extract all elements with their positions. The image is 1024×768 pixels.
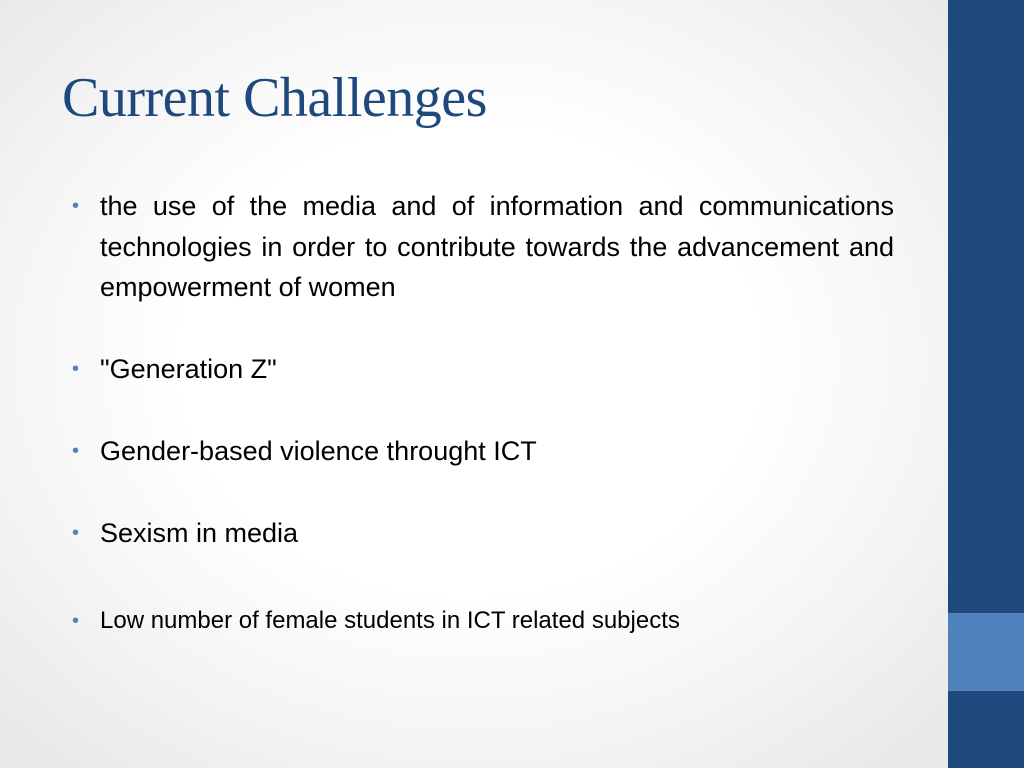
bullet-point-icon: • <box>72 610 80 632</box>
bullet-point-icon: • <box>72 357 80 380</box>
bullet-point-icon: • <box>72 195 80 217</box>
bullet-item <box>72 431 894 472</box>
bullet-text: Gender-based violence throught ICT <box>100 436 537 466</box>
bullet-item <box>72 349 894 390</box>
bullet-item <box>72 513 894 554</box>
bullet-text: Low number of female students in ICT related subjects <box>100 607 680 634</box>
slide-title: Current Challenges <box>62 67 487 129</box>
bullet-point-icon: • <box>72 440 80 462</box>
bullet-item <box>72 186 894 308</box>
sidebar-accent-block <box>948 613 1024 691</box>
bullet-text: Sexism in media <box>100 517 299 548</box>
bullet-list <box>72 186 894 639</box>
bullet-text: the use of the media and of information and communications technologies in order to contribute towards the advancement and empowerment of women <box>100 191 894 302</box>
bullet-point-icon: • <box>72 521 80 544</box>
bullet-item <box>72 603 894 639</box>
bullet-text: "Generation Z" <box>100 353 277 384</box>
